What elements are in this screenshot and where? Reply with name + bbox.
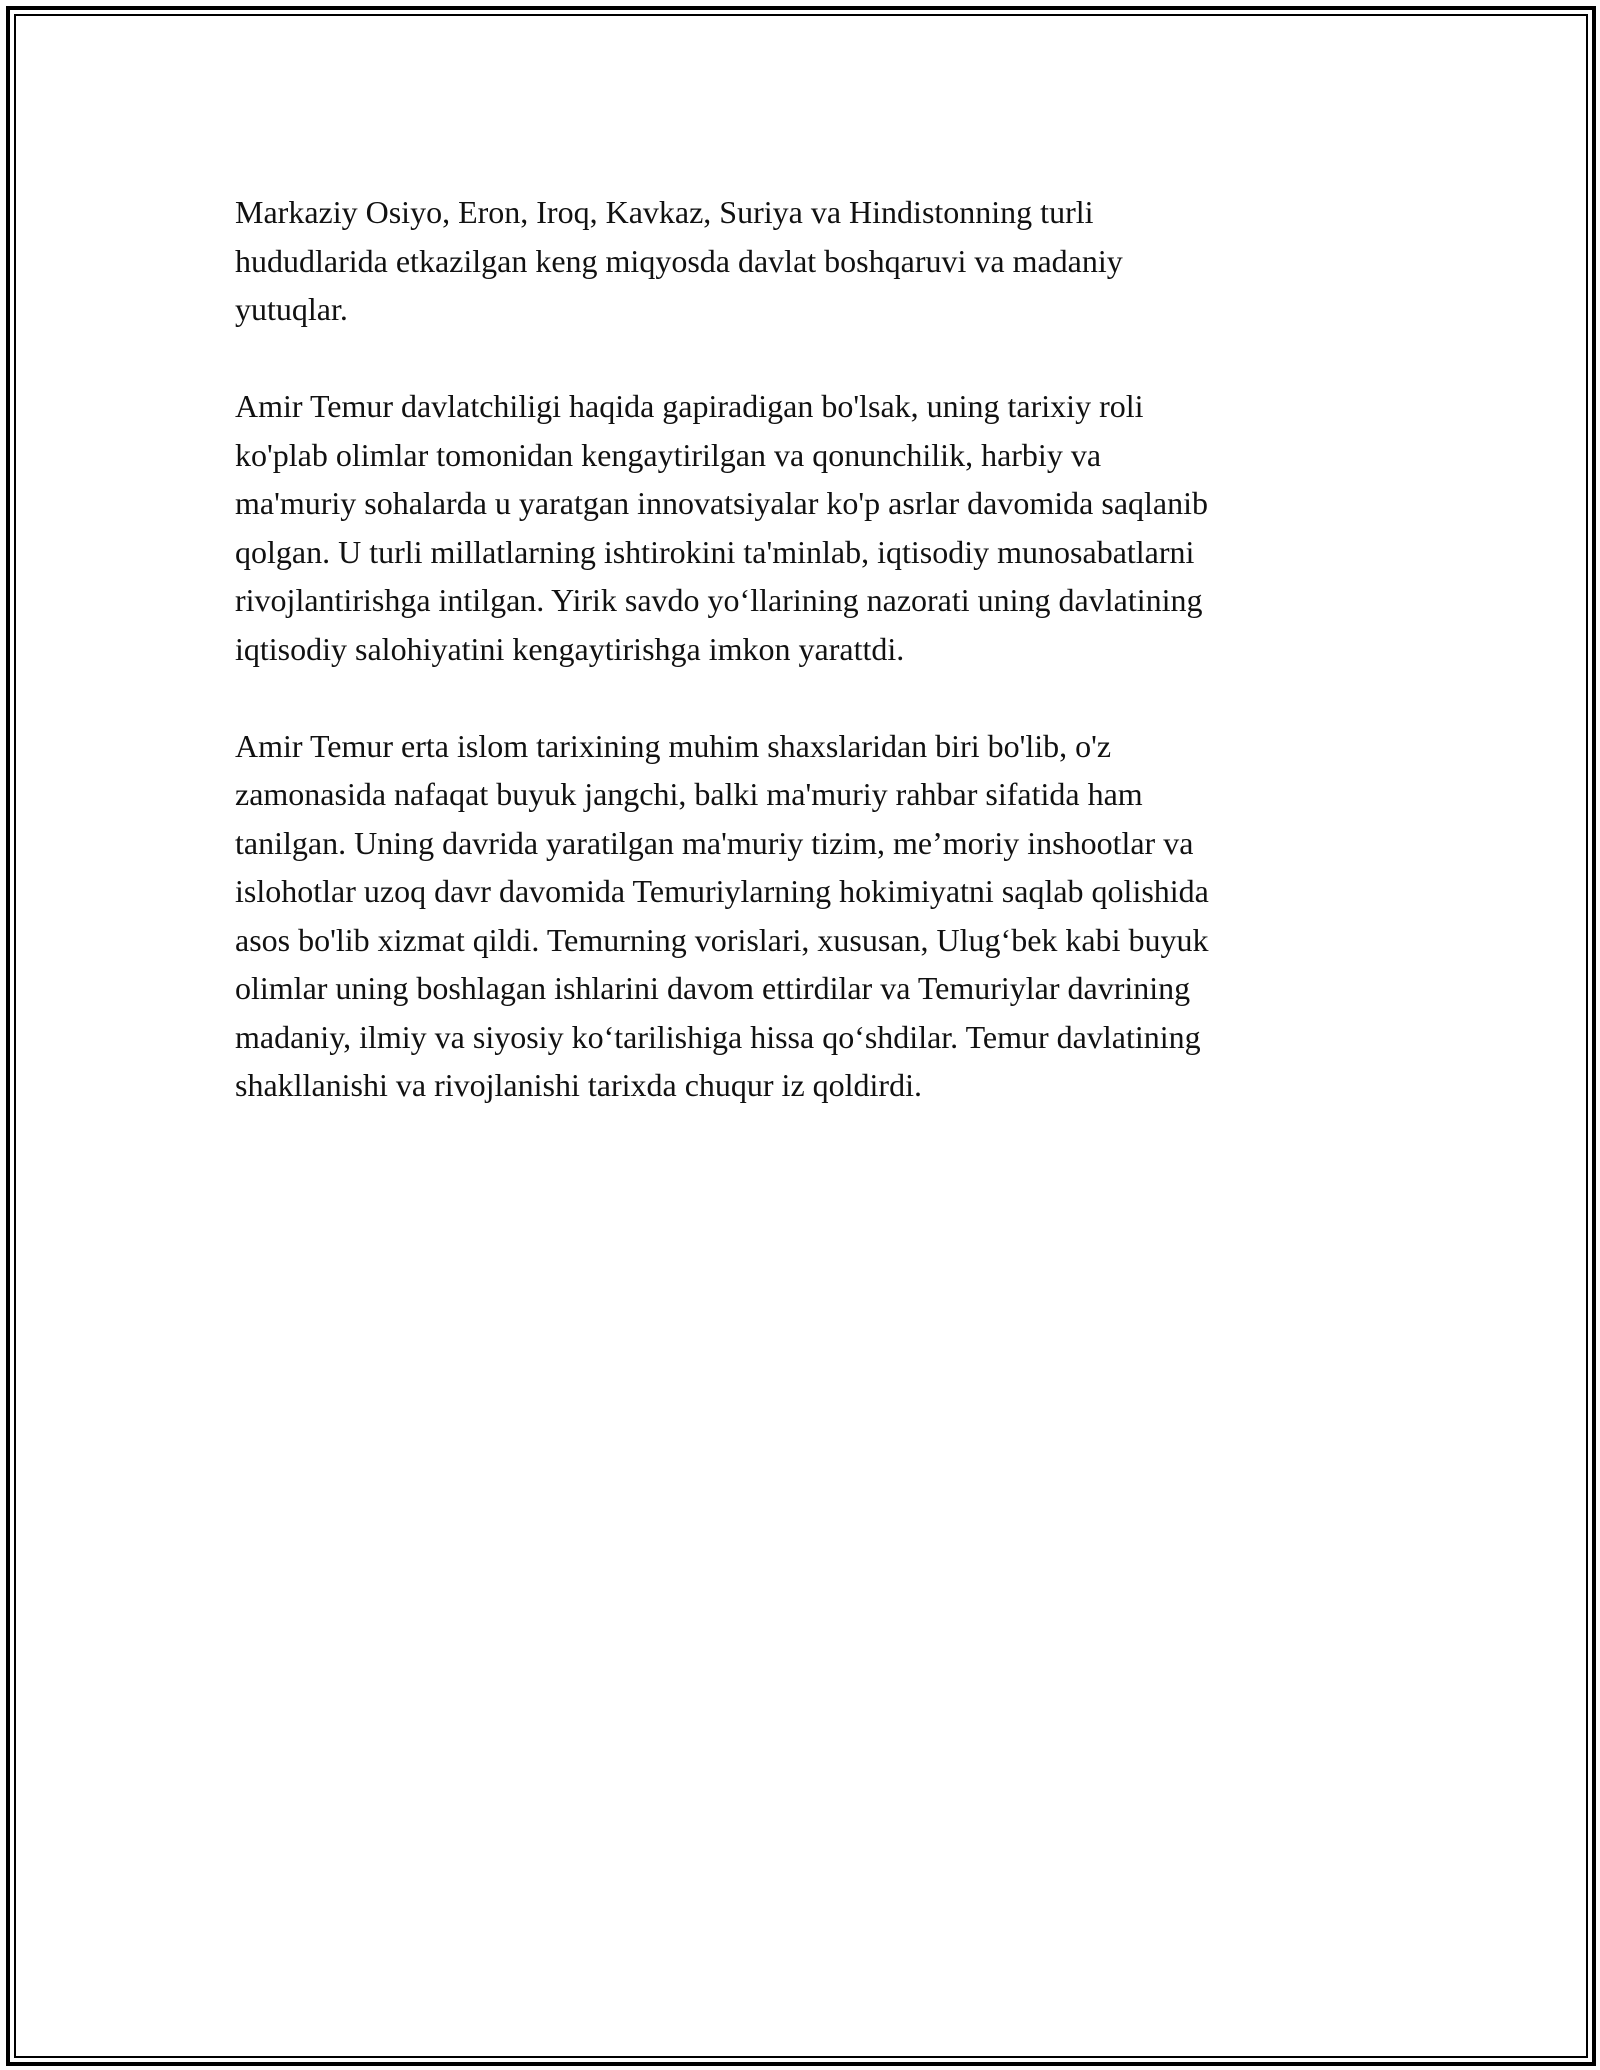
- paragraph-line: rivojlantirishga intilgan. Yirik savdo yo‘llarining nazorati uning davlatining: [235, 582, 1203, 618]
- paragraph-line: qolgan. U turli millatlarning ishtirokini ta'minlab, iqtisodiy munosabatlarni: [235, 533, 1195, 570]
- paragraph-line: olimlar uning boshlagan ishlarini davom ettirdilar va Temuriylar davrining: [235, 970, 1191, 1006]
- paragraph-line: asos bo'lib xizmat qildi. Temurning vorislari, xususan, Ulug‘bek kabi buyuk: [235, 921, 1209, 958]
- paragraph-3: [235, 722, 1365, 1110]
- paragraph-line: Markaziy Osiyo, Eron, Iroq, Kavkaz, Suriya va Hindistonning turli: [235, 194, 1094, 230]
- paragraph-line: hududlarida etkazilgan keng miqyosda davlat boshqaruvi va madaniy: [235, 242, 1123, 279]
- paragraph-line: Amir Temur davlatchiligi haqida gapiradigan bo'lsak, uning tarixiy roli: [235, 388, 1144, 424]
- paragraph-1: [235, 188, 1365, 334]
- paragraph-line: Amir Temur erta islom tarixining muhim shaxslaridan biri bo'lib, o'z: [235, 727, 1112, 764]
- paragraph-line: shakllanishi va rivojlanishi tarixda chuqur iz qoldirdi.: [235, 1067, 922, 1103]
- paragraph-line: islohotlar uzoq davr davomida Temuriylarning hokimiyatni saqlab qolishida: [235, 873, 1209, 909]
- paragraph-line: tanilgan. Uning davrida yaratilgan ma'muriy tizim, me’moriy inshootlar va: [235, 824, 1194, 861]
- document-body: [235, 188, 1365, 1158]
- paragraph-2: [235, 382, 1365, 673]
- paragraph-line: iqtisodiy salohiyatini kengaytirishga imkon yarattdi.: [235, 630, 905, 667]
- paragraph-line: ma'muriy sohalarda u yaratgan innovatsiyalar ko'p asrlar davomida saqlanib: [235, 485, 1208, 521]
- paragraph-line: yutuqlar.: [235, 291, 348, 327]
- paragraph-line: madaniy, ilmiy va siyosiy ko‘tarilishiga hissa qo‘shdilar. Temur davlatining: [235, 1018, 1201, 1055]
- paragraph-line: ko'plab olimlar tomonidan kengaytirilgan va qonunchilik, harbiy va: [235, 436, 1102, 473]
- paragraph-line: zamonasida nafaqat buyuk jangchi, balki ma'muriy rahbar sifatida ham: [235, 776, 1143, 812]
